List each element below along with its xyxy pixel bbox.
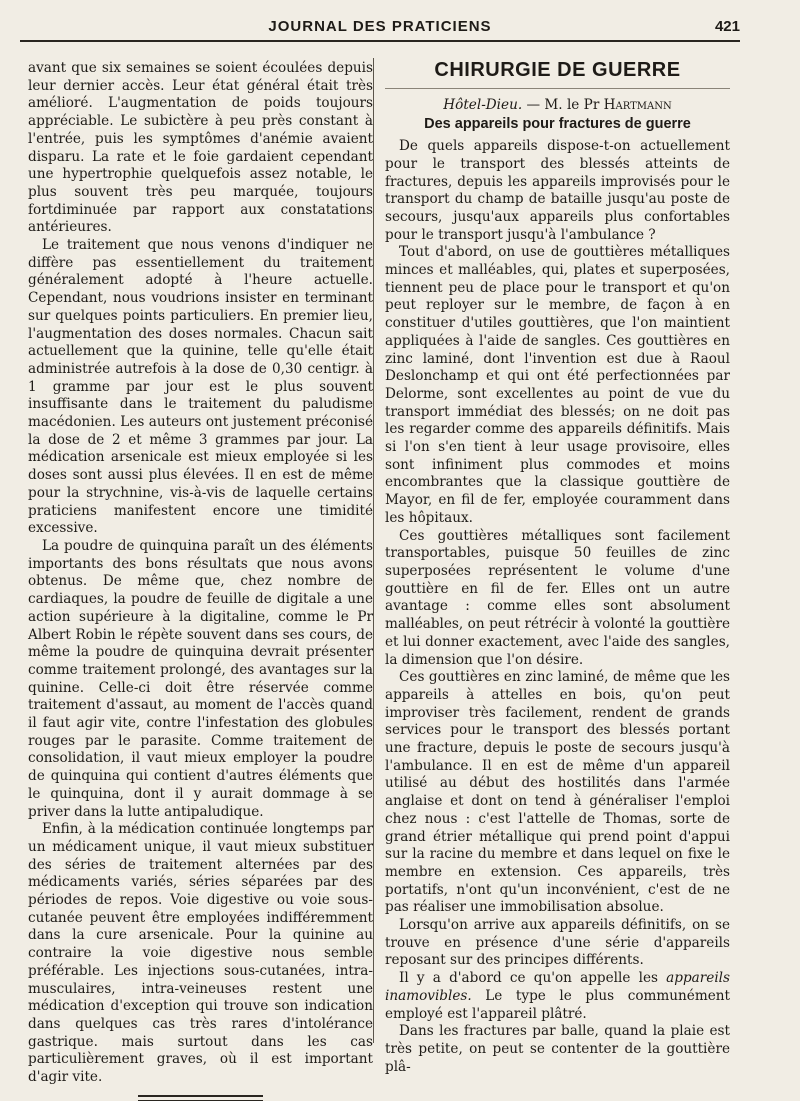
left-paragraph-4: Enfin, à la médication continuée longtemps par un médicament unique, il vaut mieux substituer des séries de traitement alternées par des médicaments variés, séries séparées par des périodes de repos. Voie digestive ou voie sous-cutanée peuvent être employées indifféremment dans la cure arsenicale. Pour la quinine au contraire la voie digestive nous semble préférable. Les injections sous-cutanées, intra-musculaires, intra-veineuses restent une médication d'exception qui trouve son indication dans quelques cas très rares d'intolérance gastrique. mais surtout dans les cas particulièrement graves, où il est important d'agir vite. <box>28 821 373 1086</box>
article-subtitle: Des appareils pour fractures de guerre <box>424 116 691 133</box>
left-paragraph-1: avant que six semaines se soient écoulées depuis leur dernier accès. Leur état général était très amélioré. L'augmentation de poids toujours appréciable. Le subictère à peu près constant à l'entrée, puis les symptômes d'anémie avaient disparu. La rate et le foie gardaient cependant une hypertrophie quelquefois assez notable, le plus souvent très peu marquée, toujours fortdiminuée par rapport aux constatations antérieures. <box>28 60 373 236</box>
byline <box>385 97 730 115</box>
right-paragraph-7: Dans les fractures par balle, quand la plaie est très petite, on peut se contenter de la gouttière plâ- <box>385 1023 730 1075</box>
article-end-rule <box>138 1095 263 1101</box>
byline-author: Hartmann <box>603 96 672 113</box>
page-number: 421 <box>714 18 740 35</box>
section-title: CHIRURGIE DE GUERRE <box>385 62 730 89</box>
byline-separator: — M. le Pr <box>522 96 604 113</box>
right-column <box>385 60 730 1076</box>
p6-end: Le type le plus communément employé est l'appareil plâtré. <box>385 987 730 1022</box>
p6-start: Il y a d'abord ce qu'on appelle les <box>399 970 667 987</box>
right-paragraph-2: Tout d'abord, on use de gouttières métalliques minces et malléables, qui, plates et superposées, tiennent peu de place pour le transport et qu'on peut reployer sur le membre, de façon à en constituer d'utiles gouttières, que l'on maintient appliquées à l'aide de sangles. Ces gouttières en zinc laminé, dont l'invention est due à Raoul Deslonchamp et qui ont été perfectionnées par Delorme, sont excellentes au point de vue du transport immédiat des blessés; on ne doit pas les regarder comme des appareils définitifs. Mais si l'on s'en tient à leur usage provisoire, elles sont infiniment plus commodes et moins encombrantes que la classique gouttière de Mayor, en fil de fer, employée couramment dans les hôpitaux. <box>385 244 730 526</box>
right-paragraph-5: Lorsqu'on arrive aux appareils définitifs, on se trouve en présence d'une série d'appareils reposant sur des principes différents. <box>385 917 730 969</box>
p6-italic: appareils inamovibles. <box>385 970 730 1004</box>
left-paragraph-3: La poudre de quinquina paraît un des éléments importants des bons résultats que nous avons obtenus. De même que, chez nombre de cardiaques, la poudre de feuille de digitale a une action supérieure à la digitaline, comme le Pr Albert Robin le répète souvent dans ses cours, de même la poudre de quinquina devrait présenter comme traitement prolongé, des avantages sur la quinine. Celle-ci doit être réservée comme traitement d'assaut, au moment de l'accès quand il faut agir vite, contre l'infestation des globules rouges par le parasite. Comme traitement de consolidation, il vaut mieux employer la poudre de quinquina qui contient d'autres éléments que le quinquina, dont il y aurait dommage à se priver dans la lutte antipaludique. <box>28 537 373 820</box>
byline-place: Hôtel-Dieu. <box>443 96 523 113</box>
running-header <box>20 14 740 42</box>
left-column <box>28 60 373 1101</box>
left-paragraph-2: Le traitement que nous venons d'indiquer ne diffère pas essentiellement du traitement généralement adopté à l'heure actuelle. Cependant, nous voudrions insister en terminant sur quelques points particuliers. En premier lieu, l'augmentation des doses normales. Chacun sait actuellement que la quinine, telle qu'elle était administrée autrefois à la dose de 0,30 centigr. à 1 gramme par jour est le plus souvent insuffisante dans le traitement du paludisme macédonien. Les auteurs ont justement préconisé la dose de 2 et même 3 grammes par jour. La médication arsenicale est mieux employée si les doses sont aussi plus élevées. Il en est de même pour la strychnine, vis-à-vis de laquelle certains praticiens manifestent encore une timidité excessive. <box>28 237 373 537</box>
column-divider <box>373 58 374 1043</box>
right-paragraph-3: Ces gouttières métalliques sont facilement transportables, puisque 50 feuilles de zinc superposées représentent le volume d'une gouttière en fil de fer. Elles ont un autre avantage : comme elles sont absolument malléables, on peut rétrécir à volonté la gouttière et lui donner exactement, avec l'aide des sangles, la dimension que l'on désire. <box>385 527 730 668</box>
right-paragraph-1: De quels appareils dispose-t-on actuellement pour le transport des blessés atteints de fractures, depuis les appareils improvisés pour le transport du champ de bataille jusqu'au poste de secours, jusqu'aux appareils plus confortables pour le transport jusqu'à l'ambulance ? <box>385 138 730 243</box>
right-paragraph-4: Ces gouttières en zinc laminé, de même que les appareils à attelles en bois, qu'on peut improviser très facilement, rendent de grands services pour le transport des blessés portant une fracture, depuis le poste de secours jusqu'à l'ambulance. Il en est de même d'un appareil utilisé au début des hostilités dans l'armée anglaise et dont on tend à généraliser l'emploi chez nous : c'est l'attelle de Thomas, sorte de grand étrier métallique qui prend point d'appui sur la racine du membre et dans lequel on fixe le membre en extension. Ces appareils, très portatifs, n'ont qu'un inconvénient, c'est de ne pas réaliser une immobilisation absolue. <box>385 669 730 916</box>
journal-title: JOURNAL DES PRATICIENS <box>268 18 492 35</box>
right-paragraph-6 <box>385 970 730 1023</box>
